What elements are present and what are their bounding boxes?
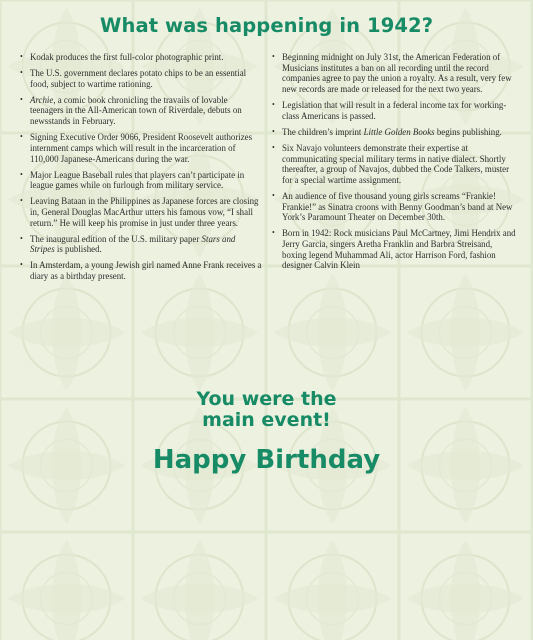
fact-text: Six Navajo volunteers demonstrate their expertise at communicating special military terms in native dialect. Shortly thereafter, a group of Navajos, dubbed the Code Talkers, muster for a special wartime assignment. [282, 142, 510, 185]
fact-item [272, 127, 518, 138]
fact-text-continued: , a comic book chronicling the travails of lovable teenagers in the All-American town of Riverdale, debuts on newsstands in February. [30, 94, 242, 127]
fact-text: Kodak produces the first full-color photographic print. [30, 52, 224, 62]
fact-item [20, 260, 262, 281]
fact-item [20, 234, 262, 255]
fact-item [20, 68, 262, 89]
fact-text: The inaugural edition of the U.S. military paper [30, 233, 202, 244]
fact-text: Major League Baseball rules that players can’t participate in league games while on furlough from military service. [30, 169, 245, 191]
main-event-line-1: You were the [196, 388, 337, 410]
main-event-line-2: main event! [202, 409, 331, 431]
left-column-list [20, 52, 262, 287]
fact-title-italic: Stars and Stripes [30, 233, 236, 255]
card-title: What was happening in 1942? [99, 14, 434, 37]
fact-title-italic: Little Golden Books [363, 126, 435, 137]
fact-text: Signing Executive Order 9066, President Roosevelt authorizes internment camps which will result in the incarceration of 110,000 Japanese-Americans during the war. [30, 132, 253, 164]
fact-item [272, 191, 518, 223]
fact-item [20, 95, 262, 127]
fact-title-italic: Archie [30, 94, 54, 105]
fact-item [20, 132, 262, 164]
fact-text: Leaving Bataan in the Philippines as Japanese forces are closing in, General Douglas MacArthur utters his famous vow, “I shall return.” He will keep his promise in just under three years. [30, 196, 259, 228]
fact-text: Beginning midnight on July 31st, the American Federation of Musicians institutes a ban on all recording until the record companies agree to pay the union a royalty. As a result, very few new records are made or released for the next two years. [282, 52, 512, 95]
fact-text: Born in 1942: Rock musicians Paul McCartney, Jimi Hendrix and Jerry Garcia, singers Aretha Franklin and Barbra Streisand, boxing legend Muhammad Ali, actor Harrison Ford, fashion designer Calvin Klein [282, 228, 516, 271]
fact-text: In Amsterdam, a young Jewish girl named Anne Frank receives a diary as a birthday present. [30, 260, 262, 282]
fact-item [20, 170, 262, 191]
fact-item [272, 52, 518, 95]
fact-item [272, 143, 518, 186]
main-event-text [0, 389, 533, 431]
happy-birthday-heading: Happy Birthday [152, 445, 381, 475]
fact-text: An audience of five thousand young girls screams “Frankie! Frankie!” as Sinatra croons with Benny Goodman’s band at New York’s Paramount Theater on December 30th. [282, 190, 513, 223]
right-column-list [272, 52, 518, 276]
fact-item [20, 196, 262, 228]
fact-item [20, 52, 262, 63]
fact-item [272, 100, 518, 121]
fact-text-continued: is published. [54, 244, 102, 255]
fact-text-continued: begins publishing. [434, 126, 502, 137]
fact-text: The children’s imprint [282, 126, 364, 137]
fact-item [272, 228, 518, 271]
fact-text: Legislation that will result in a federal income tax for working-class Americans is passed. [282, 100, 507, 121]
fact-text: The U.S. government declares potato chips to be an essential food, subject to wartime rationing. [30, 68, 247, 89]
